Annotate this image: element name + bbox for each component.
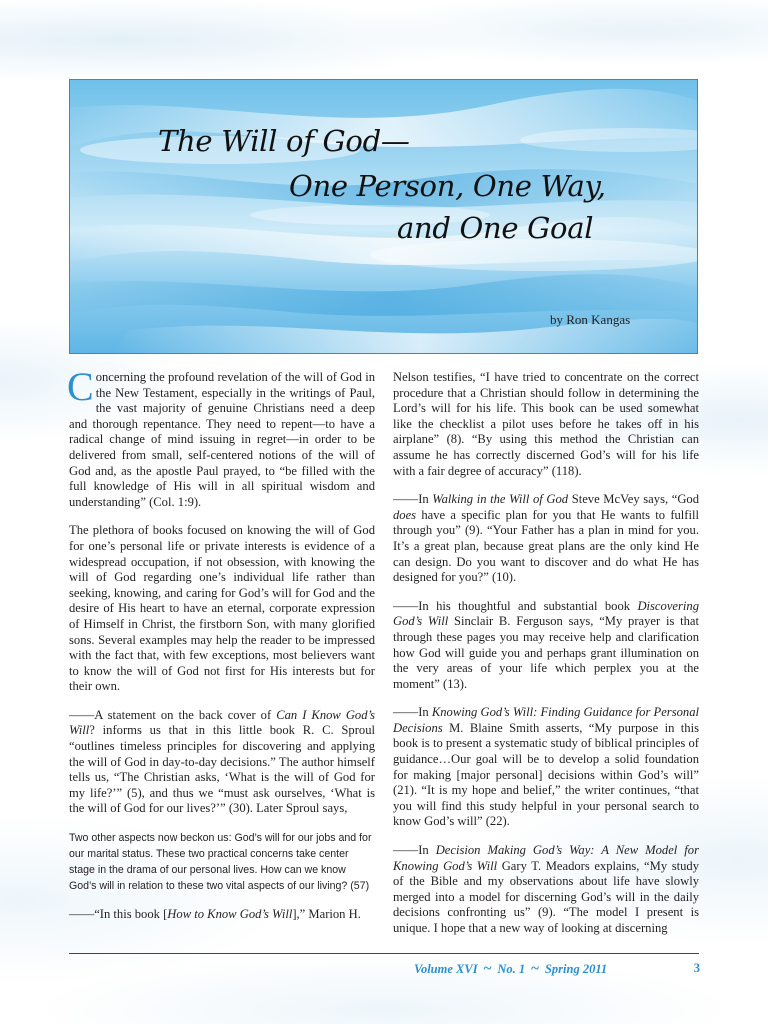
tilde-separator: ~ <box>483 961 492 977</box>
paragraph-text: M. Blaine Smith asserts, “My purpose in this book is to present a systematic study of biblical principles of guidance…Our goal will be to develop a solid foundation for making [major personal] decisions within God’s will” (21). “It is my hope and belief,” the writer continues, “that you will find this study helpful in your personal search to know God’s will” (22). <box>393 720 699 829</box>
title-line-2: One Person, One Way, <box>289 169 606 203</box>
em-dash-lead: ——In his thoughtful and substantial book <box>393 598 638 613</box>
paragraph-text: have a specific plan for you that He wants to fulfill through you” (9). “Your Father has a plan in mind for you. It’s a great plan, because great plans are the only kind He can design. Do you want to discover and do what He has designed for you?” (10). <box>393 507 699 585</box>
page-number: 3 <box>693 961 700 975</box>
em-dash-lead: ——In <box>393 843 436 858</box>
paragraph-intro-text: oncerning the profound revelation of the will of God in the New Testament, especially in the writings of Paul, the vast majority of genuine Christians need a deep and thorough repentance. They need to repent—to have a radical change of mind issuing in regret—in order to be delivered from small, self-centered notions of the will of God and, as the apostle Paul prayed, to “be filled with the full knowledge of His will in all spiritual wisdom and understanding” (Col. 1:9). <box>69 370 375 509</box>
paragraph-text: ? informs us that in this little book R. C. Sproul “outlines timeless principles for discovering and applying the will of God in day-to-day decisions.” The author himself tells us, “The Christian asks, ‘What is the will of God for my life?’” (5), and thus we “must ask ourselves, ‘What is the will of God for our lives?’” (30). Later Sproul says, <box>69 723 375 816</box>
paragraph-nelson-cont: Nelson testifies, “I have tried to concentrate on the correct procedure that a Christian should follow in determining the Lord’s will for his life. This book can be used somewhat like the checklist a pilot uses before he takes off in his airplane” (8). “By using this method the Christian can assume he has correctly discerned God’s will for his life with a fair degree of accuracy” (118). <box>393 370 699 478</box>
paragraph-text: ],” Marion H. <box>292 907 361 922</box>
left-column <box>67 364 375 936</box>
paragraph-text: Steve McVey says, “God <box>568 492 700 507</box>
book-title: Decision Making God’s Way: A New Model for Knowing God’s Will <box>393 843 699 873</box>
paragraph-smith <box>393 705 699 830</box>
paragraph-text: Sinclair B. Ferguson says, “My prayer is that through these pages you may receive help and clarification how God will guide you and perhaps grant illumination on the very areas of your life which perplex you at the moment” (13). <box>393 614 699 691</box>
page-footer <box>414 961 700 978</box>
em-dash-lead: ——“In this book [ <box>69 907 168 922</box>
footer-rule <box>69 953 699 954</box>
paragraph-nelson-start <box>69 907 375 923</box>
em-dash-lead: ——In <box>393 705 432 720</box>
tilde-separator: ~ <box>531 961 539 977</box>
em-dash-lead: ——In <box>393 492 433 507</box>
book-title: Walking in the Will of God <box>432 492 569 507</box>
footer-season: Spring 2011 <box>544 962 608 976</box>
paragraph-mcvey <box>393 492 699 586</box>
paragraph-sproul <box>69 708 375 817</box>
paragraph-ferguson <box>393 599 699 693</box>
title-banner <box>69 79 698 354</box>
book-title: Discovering God’s Will <box>393 598 699 629</box>
footer-volume: Volume XVI <box>414 962 478 976</box>
block-quote: Two other aspects now beckon us: God’s will for our jobs and for our marital status. These two practical concerns take center stage in the drama of our personal lives. How can we know God’s will in relation to these two vital aspects of our living? (57) <box>69 832 372 893</box>
paragraph-meadors <box>393 843 699 937</box>
title-line-3: and One Goal <box>397 211 594 245</box>
em-dash-lead: ——A statement on the back cover of <box>69 707 277 722</box>
book-title: Can I Know God’s Will <box>69 707 375 738</box>
paragraph-plethora: The plethora of books focused on knowing the will of God for one’s personal life or private interests is evidence of a widespread occupation, if not obsession, with knowing the will of God regarding one’s individual life rather than seeking, knowing, and caring for God’s will for God and the desire of His heart to have an eternal, corporate expression of Himself in Christ, the firstborn Son, with many glorified sons. Several examples may help the reader to be impressed with the fact that, with few exceptions, most believers want to know the will of God not first for His interests but for their own. <box>69 523 375 694</box>
paragraph-intro <box>67 364 375 510</box>
right-column <box>393 370 699 950</box>
footer-number: No. 1 <box>497 962 526 976</box>
byline: by Ron Kangas <box>550 312 631 327</box>
book-title: Knowing God’s Will: Finding Guidance for Personal Decisions <box>393 705 699 735</box>
emphasis: does <box>393 507 417 522</box>
book-title: How to Know God’s Will <box>167 907 293 922</box>
drop-cap: C <box>67 364 94 409</box>
paragraph-text: Gary T. Meadors explains, “My study of the Bible and my observations about life have slowly merged into a model for discerning God’s will in the daily decisions confronting us” (9). “The model I present is unique. I hope that a new way of looking at discerning <box>393 858 699 935</box>
title-line-1: The Will of God— <box>158 124 410 158</box>
